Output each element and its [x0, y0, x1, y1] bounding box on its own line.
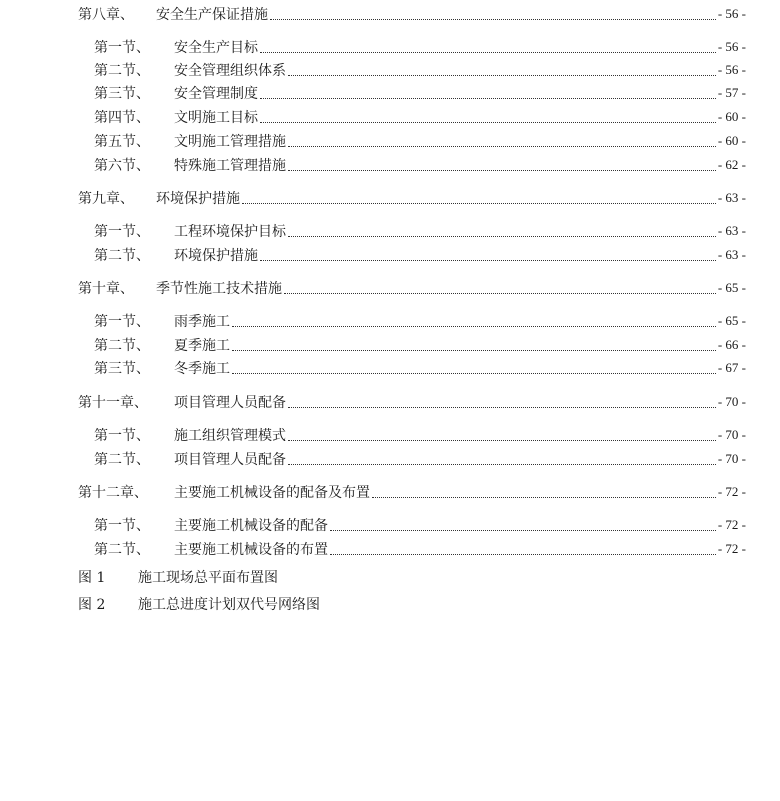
toc-leader	[232, 373, 716, 374]
toc-section[interactable]	[94, 154, 746, 176]
toc-section[interactable]	[94, 130, 746, 152]
toc-title: 文明施工管理措施	[174, 134, 286, 150]
toc-section[interactable]	[94, 514, 746, 536]
toc-section[interactable]	[94, 244, 746, 266]
toc-leader	[330, 554, 716, 555]
toc-title: 雨季施工	[174, 314, 230, 330]
toc-page-number: - 65 -	[717, 280, 746, 295]
toc-page-number: - 63 -	[717, 190, 746, 205]
toc-number: 第二节、	[94, 542, 150, 558]
toc-chapter-12[interactable]	[78, 481, 746, 503]
figure-number: 图 1	[78, 570, 106, 586]
toc-number: 第一节、	[94, 428, 150, 444]
toc-chapter-10[interactable]	[78, 277, 746, 299]
toc-leader	[288, 440, 716, 441]
toc-leader	[232, 326, 716, 327]
toc-title: 安全生产保证措施	[156, 7, 268, 23]
toc-page-number: - 60 -	[717, 109, 746, 124]
toc-leader	[260, 98, 716, 99]
toc-number: 第二节、	[94, 452, 150, 468]
toc-page-number: - 60 -	[717, 133, 746, 148]
toc-number: 第八章、	[78, 7, 134, 23]
toc-chapter-9[interactable]	[78, 187, 746, 209]
toc-page-number: - 63 -	[717, 223, 746, 238]
toc-page-number: - 72 -	[717, 517, 746, 532]
toc-title: 施工组织管理模式	[174, 428, 286, 444]
toc-leader	[232, 350, 716, 351]
toc-number: 第六节、	[94, 158, 150, 174]
toc-page-number: - 63 -	[717, 247, 746, 262]
toc-title: 安全生产目标	[174, 40, 258, 56]
toc-title: 安全管理制度	[174, 86, 258, 102]
toc-leader	[288, 75, 716, 76]
toc-title: 项目管理人员配备	[174, 395, 286, 411]
figure-title: 施工总进度计划双代号网络图	[138, 597, 320, 613]
toc-title: 环境保护措施	[174, 248, 258, 264]
toc-number: 第三节、	[94, 361, 150, 377]
toc-leader	[242, 203, 716, 204]
toc-number: 第一节、	[94, 518, 150, 534]
toc-leader	[288, 464, 716, 465]
toc-leader	[260, 122, 716, 123]
toc-leader	[288, 236, 716, 237]
toc-title: 主要施工机械设备的配备	[174, 518, 328, 534]
toc-section[interactable]	[94, 82, 746, 104]
toc-page-number: - 65 -	[717, 313, 746, 328]
toc-number: 第一节、	[94, 224, 150, 240]
toc-title: 季节性施工技术措施	[156, 281, 282, 297]
toc-title: 夏季施工	[174, 338, 230, 354]
toc-section[interactable]	[94, 106, 746, 128]
toc-chapter-8[interactable]	[78, 3, 746, 25]
figure-title: 施工现场总平面布置图	[138, 570, 278, 586]
figure-number: 图 2	[78, 597, 106, 613]
toc-section[interactable]	[94, 36, 746, 58]
toc-chapter-11[interactable]	[78, 391, 746, 413]
toc-number: 第十二章、	[78, 485, 148, 501]
toc-leader	[284, 293, 716, 294]
figure-entry[interactable]	[78, 566, 278, 588]
toc-section[interactable]	[94, 310, 746, 332]
toc-page-number: - 72 -	[717, 541, 746, 556]
toc-title: 冬季施工	[174, 361, 230, 377]
toc-number: 第十一章、	[78, 395, 148, 411]
toc-number: 第一节、	[94, 40, 150, 56]
toc-page-number: - 72 -	[717, 484, 746, 499]
toc-leader	[260, 260, 716, 261]
toc-leader	[288, 170, 716, 171]
toc-number: 第十章、	[78, 281, 134, 297]
toc-title: 主要施工机械设备的布置	[174, 542, 328, 558]
toc-title: 工程环境保护目标	[174, 224, 286, 240]
toc-section[interactable]	[94, 334, 746, 356]
toc-section[interactable]	[94, 357, 746, 379]
toc-number: 第一节、	[94, 314, 150, 330]
toc-leader	[330, 530, 716, 531]
toc-section[interactable]	[94, 220, 746, 242]
toc-number: 第二节、	[94, 248, 150, 264]
toc-title: 文明施工目标	[174, 110, 258, 126]
toc-number: 第二节、	[94, 338, 150, 354]
toc-leader	[270, 19, 716, 20]
figure-entry[interactable]	[78, 593, 320, 615]
toc-number: 第四节、	[94, 110, 150, 126]
toc-leader	[288, 146, 716, 147]
toc-section[interactable]	[94, 424, 746, 446]
toc-number: 第二节、	[94, 63, 150, 79]
toc-title: 安全管理组织体系	[174, 63, 286, 79]
toc-page-number: - 56 -	[717, 39, 746, 54]
toc-leader	[372, 497, 716, 498]
toc-page-number: - 56 -	[717, 62, 746, 77]
toc-number: 第九章、	[78, 191, 134, 207]
toc-title: 环境保护措施	[156, 191, 240, 207]
toc-section[interactable]	[94, 59, 746, 81]
toc-page-number: - 70 -	[717, 394, 746, 409]
toc-leader	[288, 407, 716, 408]
toc-title: 项目管理人员配备	[174, 452, 286, 468]
toc-title: 特殊施工管理措施	[174, 158, 286, 174]
toc-page-number: - 70 -	[717, 427, 746, 442]
toc-section[interactable]	[94, 538, 746, 560]
toc-title: 主要施工机械设备的配备及布置	[174, 485, 370, 501]
toc-page-number: - 56 -	[717, 6, 746, 21]
toc-number: 第三节、	[94, 86, 150, 102]
toc-number: 第五节、	[94, 134, 150, 150]
toc-leader	[260, 52, 716, 53]
toc-page-number: - 62 -	[717, 157, 746, 172]
toc-page-number: - 67 -	[717, 360, 746, 375]
toc-section[interactable]	[94, 448, 746, 470]
toc-page-number: - 66 -	[717, 337, 746, 352]
toc-page-number: - 57 -	[717, 85, 746, 100]
toc-page-number: - 70 -	[717, 451, 746, 466]
